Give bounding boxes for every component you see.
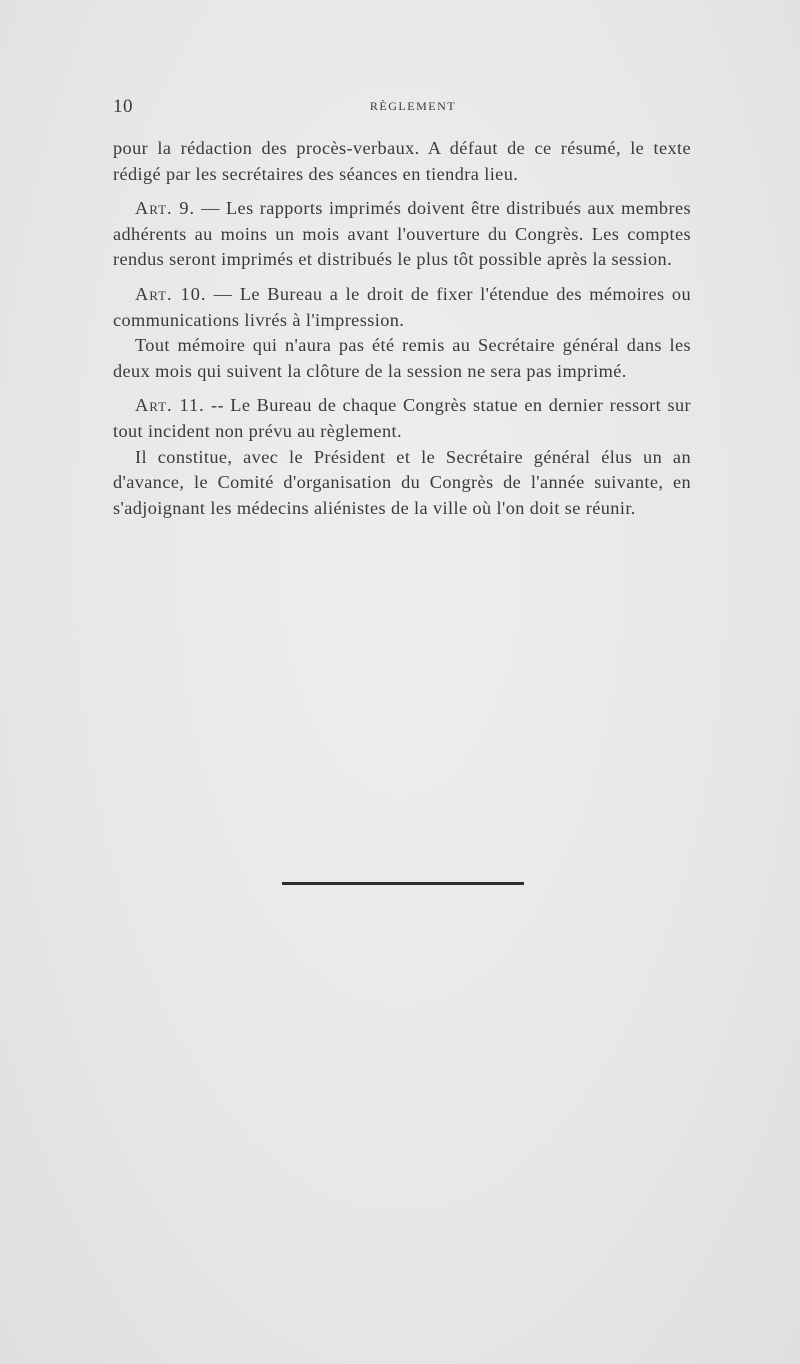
page-number: 10 <box>113 96 133 117</box>
running-head: RÈGLEMENT <box>369 99 457 113</box>
page-header <box>113 96 691 120</box>
article-label: Art. 9. <box>135 198 196 219</box>
paragraph-text: Il constitue, avec le Président et le Secrétaire général élus un an d'avance, le Comité d'organisation du Congrès de l'année suivante, en s'adjoignant les médecins aliénistes de la ville où l'on doit se réunir. <box>113 446 691 518</box>
paragraph-text: — Les rapports imprimés doivent être distribués aux membres adhérents au moins un mois avant l'ouverture du Congrès. Les comptes rendus seront imprimés et distribués le plus tôt possible après la session. <box>113 198 691 270</box>
article-label: Art. 11. <box>135 395 205 416</box>
end-rule <box>282 882 524 885</box>
article-11 <box>113 393 691 444</box>
paragraph-text: — Le Bureau a le droit de fixer l'étendue des mémoires ou communications livrés à l'impression. <box>113 283 692 330</box>
article-9 <box>113 196 691 273</box>
paragraph-continuation <box>113 136 691 187</box>
paragraph-text: Tout mémoire qui n'aura pas été remis au Secrétaire général dans les deux mois qui suivent la clôture de la session ne sera pas imprimé. <box>113 335 691 381</box>
article-label: Art. 10. <box>135 283 207 304</box>
article-11-continued <box>113 445 691 522</box>
paragraph-text: pour la rédaction des procès-verbaux. A défaut de ce résumé, le texte rédigé par les secrétaires des séances en tiendra lieu. <box>113 138 691 184</box>
article-10-continued <box>113 333 691 384</box>
article-10 <box>113 282 691 333</box>
body-text <box>113 136 691 521</box>
paragraph-text: -- Le Bureau de chaque Congrès statue en dernier ressort sur tout incident non prévu au règlement. <box>113 395 691 441</box>
